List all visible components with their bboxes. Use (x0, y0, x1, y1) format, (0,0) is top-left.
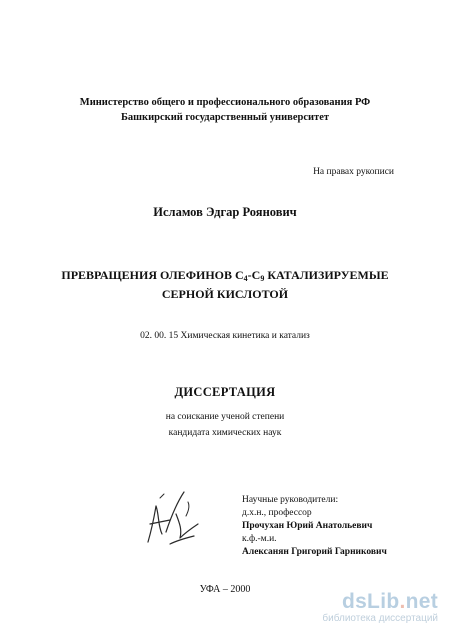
degree-statement (0, 409, 450, 441)
supervisor-1-name: Прочухан Юрий Анатольевич (242, 521, 373, 531)
title-line-1 (0, 266, 450, 285)
ministry-line: Министерство общего и профессионального образования РФ (79, 97, 371, 108)
supervisor-2-credentials: к.ф.-м.и. (242, 534, 277, 544)
watermark-logo-main: dsLib (341, 590, 400, 613)
watermark-logo (322, 591, 438, 613)
supervisor-1-credentials: д.х.н., профессор (242, 508, 312, 518)
watermark-logo-tld: net (405, 590, 438, 613)
title-subscript-4: 4 (243, 274, 248, 283)
institution-header (0, 95, 450, 125)
work-type-heading: ДИССЕРТАЦИЯ (174, 385, 276, 399)
title-dash: -С (247, 268, 261, 282)
university-line: Башкирский государственный университет (120, 112, 330, 123)
title-subscript-9: 9 (260, 274, 265, 283)
title-line-1-prefix: ПРЕВРАЩЕНИЯ ОЛЕФИНОВ С (61, 268, 244, 282)
supervisors-heading: Научные руководители: (242, 495, 339, 505)
city-year: УФА – 2000 (199, 584, 251, 595)
rights-note: На правах рукописи (313, 167, 394, 177)
watermark-logo-dot: . (399, 590, 406, 613)
watermark-subtitle: библиотека диссертаций (322, 613, 438, 624)
dissertation-title (0, 266, 450, 304)
title-line-2: СЕРНОЙ КИСЛОТОЙ (161, 287, 289, 301)
degree-line-2: кандидата химических наук (168, 428, 282, 438)
title-line-1-suffix: КАТАЛИЗИРУЕМЫЕ (264, 268, 389, 282)
scientific-supervisors (242, 494, 387, 559)
site-watermark (322, 591, 438, 625)
specialty-code: 02. 00. 15 Химическая кинетика и катализ (140, 331, 310, 341)
handwritten-signature (140, 484, 202, 550)
supervisor-2-name: Алексанян Григорий Гарникович (242, 547, 387, 557)
degree-line-1: на соискание ученой степени (165, 412, 285, 422)
author-name: Исламов Эдгар Роянович (153, 205, 297, 219)
